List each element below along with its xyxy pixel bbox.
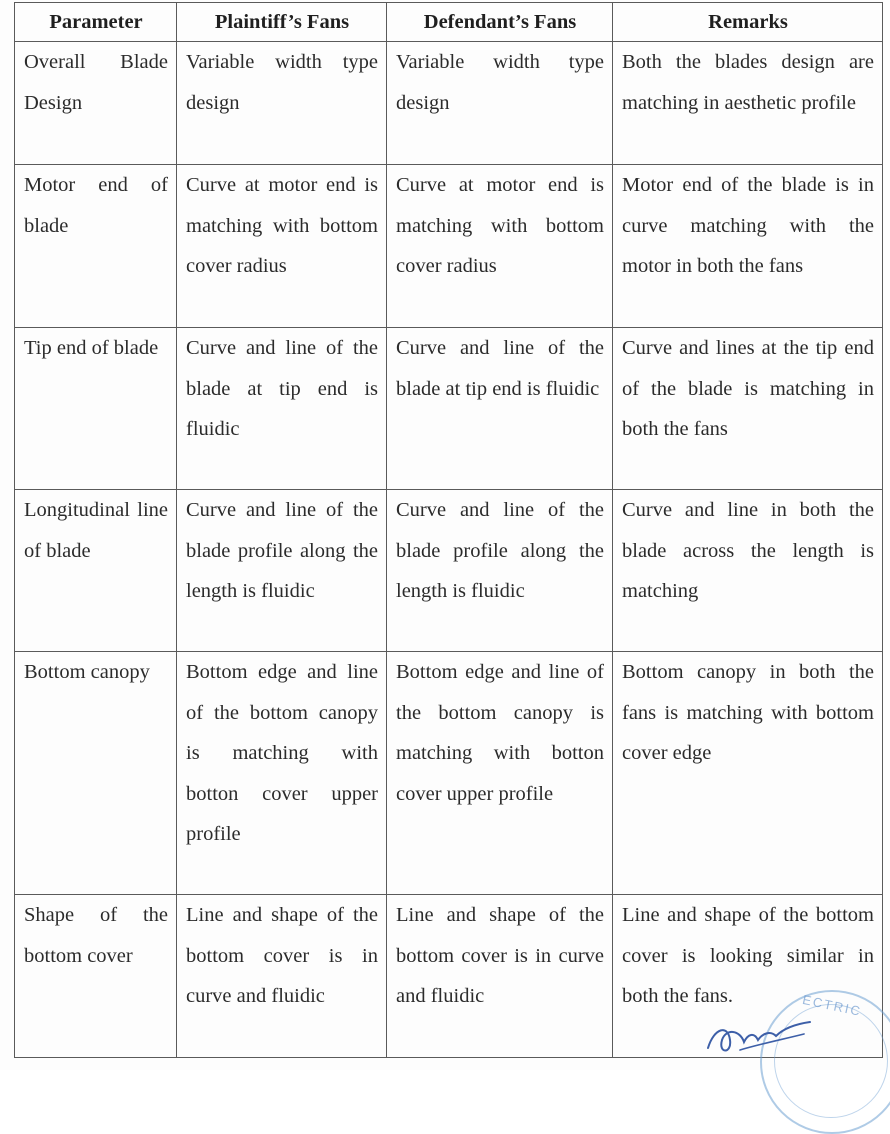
cell-plaintiff: Curve at motor end is matching with bottom cover radius (177, 165, 387, 328)
table-row (15, 328, 883, 490)
cell-parameter: Longitudinal line of blade (15, 490, 177, 652)
header-remarks: Remarks (613, 3, 883, 42)
header-defendants-fans: Defendant’s Fans (387, 3, 613, 42)
cell-parameter: Overall Blade Design (15, 42, 177, 165)
table-row (15, 490, 883, 652)
cell-defendant: Curve at motor end is matching with bottom cover radius (387, 165, 613, 328)
seal-text: ECTRIC (801, 991, 864, 1020)
table-header-row (15, 3, 883, 42)
cell-defendant: Line and shape of the bottom cover is in curve and fluidic (387, 895, 613, 1058)
cell-defendant: Curve and line of the blade at tip end is fluidic (387, 328, 613, 490)
table-row (15, 652, 883, 895)
cell-plaintiff: Curve and line of the blade at tip end is fluidic (177, 328, 387, 490)
cell-defendant: Variable width type design (387, 42, 613, 165)
signature-icon (700, 1010, 820, 1060)
header-parameter: Parameter (15, 3, 177, 42)
cell-remarks: Curve and line in both the blade across the length is matching (613, 490, 883, 652)
cell-defendant: Curve and line of the blade profile along the length is fluidic (387, 490, 613, 652)
cell-remarks: Motor end of the blade is in curve matching with the motor in both the fans (613, 165, 883, 328)
cell-remarks: Line and shape of the bottom cover is looking similar in both the fans. (613, 895, 883, 1058)
cell-defendant: Bottom edge and line of the bottom canopy is matching with botton cover upper profile (387, 652, 613, 895)
cell-remarks: Curve and lines at the tip end of the blade is matching in both the fans (613, 328, 883, 490)
cell-plaintiff: Line and shape of the bottom cover is in curve and fluidic (177, 895, 387, 1058)
header-plaintiffs-fans: Plaintiff’s Fans (177, 3, 387, 42)
cell-plaintiff: Bottom edge and line of the bottom canopy is matching with botton cover upper profile (177, 652, 387, 895)
cell-parameter: Tip end of blade (15, 328, 177, 490)
cell-remarks: Both the blades design are matching in aesthetic profile (613, 42, 883, 165)
cell-remarks: Bottom canopy in both the fans is matching with bottom cover edge (613, 652, 883, 895)
cell-parameter: Bottom canopy (15, 652, 177, 895)
cell-plaintiff: Curve and line of the blade profile along the length is fluidic (177, 490, 387, 652)
cell-parameter: Shape of the bottom cover (15, 895, 177, 1058)
table-row (15, 165, 883, 328)
cell-plaintiff: Variable width type design (177, 42, 387, 165)
table-row (15, 42, 883, 165)
comparison-table (14, 2, 883, 1058)
cell-parameter: Motor end of blade (15, 165, 177, 328)
